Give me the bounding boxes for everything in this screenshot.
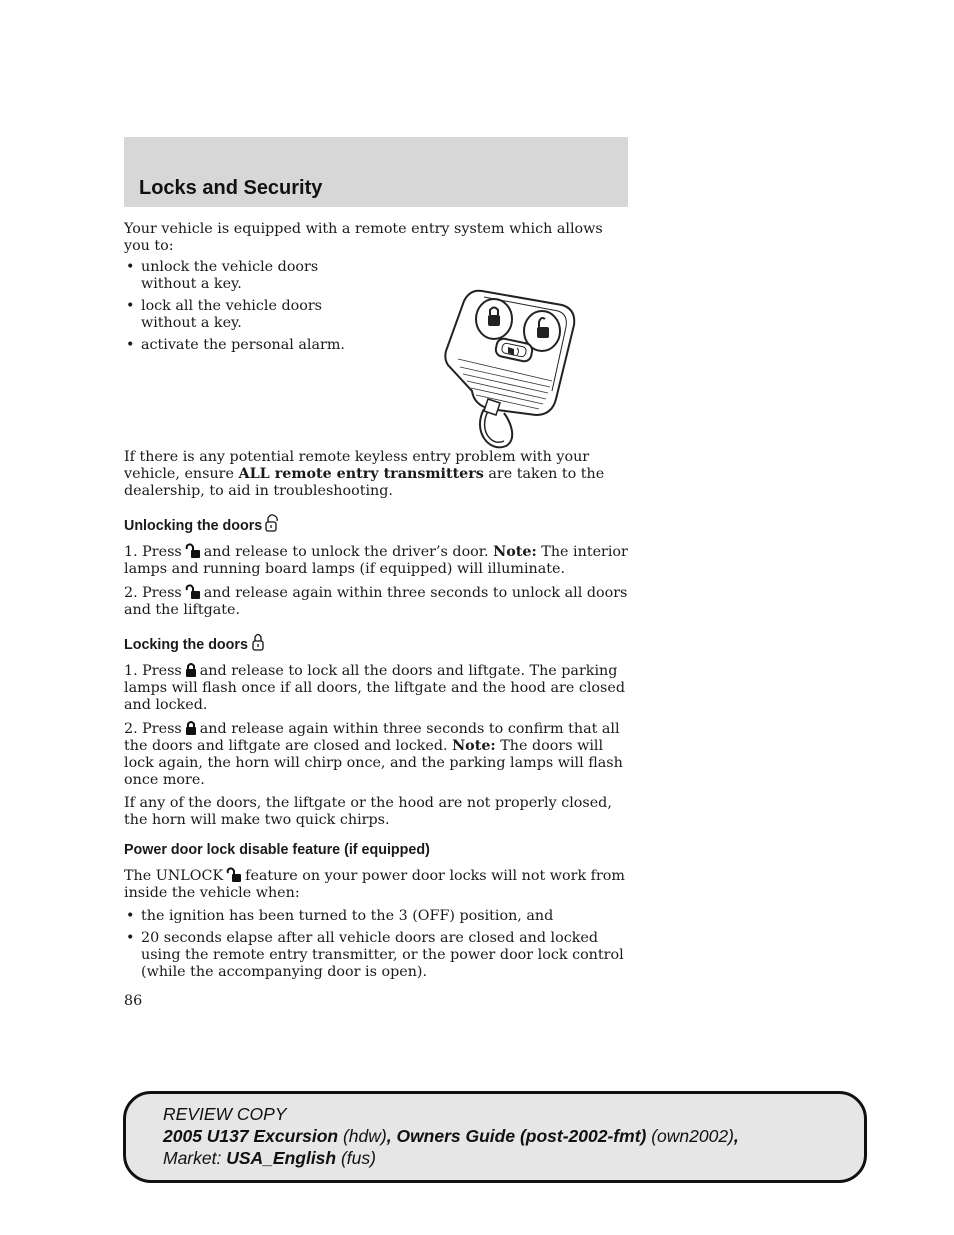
page-number: 86 [124,993,143,1009]
section-title: Locks and Security [139,177,323,199]
key-fob-icon [444,281,584,451]
review-copy-footer [123,1091,867,1183]
list-item: • 20 seconds elapse after all vehicle doors are closed and locked using the remote entry transmitter, or the power door lock control (while the accompanying door is open). [124,930,629,981]
list-item: • activate the personal alarm. [124,337,373,354]
unlocking-heading: Unlocking the doors [124,513,629,535]
footer-text [163,1103,739,1169]
power-lock-list [124,908,629,981]
list-item: • unlock the vehicle doors without a key. [124,259,373,293]
unlocking-step-2: 2. Press and release again within three seconds to unlock all doors and the liftgate. [124,585,628,618]
intro-text: Your vehicle is equipped with a remote entry system which allows you to: [124,221,603,254]
power-lock-heading: Power door lock disable feature (if equipped) [124,842,430,858]
locking-heading: Locking the doors [124,632,629,654]
page-content [124,221,629,1010]
lock-icon [185,662,197,678]
section-header-band [124,137,628,207]
footer-line-3: Market: USA_English (fus) [163,1148,376,1168]
footer-line-1: REVIEW COPY [163,1104,287,1124]
unlock-icon [185,543,201,559]
unlocking-step-1: 1. Press and release to unlock the driver’s door. Note: The interior lamps and running board lamps (if equipped) will illuminate. [124,544,628,577]
lock-outline-icon [251,632,265,652]
unlock-icon [226,867,242,883]
keyless-note: If there is any potential remote keyless entry problem with your vehicle, ensure ALL remote entry transmitters are taken to the dealership, to aid in troubleshooting. [124,449,605,499]
locking-step-1: 1. Press and release to lock all the doors and liftgate. The parking lamps will flash once if all doors, the liftgate and the hood are closed and locked. [124,663,625,713]
feature-row [124,259,629,449]
list-item: • lock all the vehicle doors without a key. [124,298,373,332]
list-item: • the ignition has been turned to the 3 (OFF) position, and [124,908,629,925]
unlock-icon [185,584,201,600]
power-lock-intro: The UNLOCK feature on your power door locks will not work from inside the vehicle when: [124,868,625,901]
lock-icon [185,720,197,736]
locking-step-2: 2. Press and release again within three seconds to confirm that all the doors and liftgate are closed and locked. Note: The doors will lock again, the horn will chirp once, and the parking lamps will flash once more. [124,721,623,788]
unlock-outline-icon [265,513,279,533]
footer-line-2: 2005 U137 Excursion (hdw), Owners Guide (post-2002-fmt) (own2002), [163,1126,739,1146]
locking-closing: If any of the doors, the liftgate or the hood are not properly closed, the horn will make two quick chirps. [124,795,612,828]
